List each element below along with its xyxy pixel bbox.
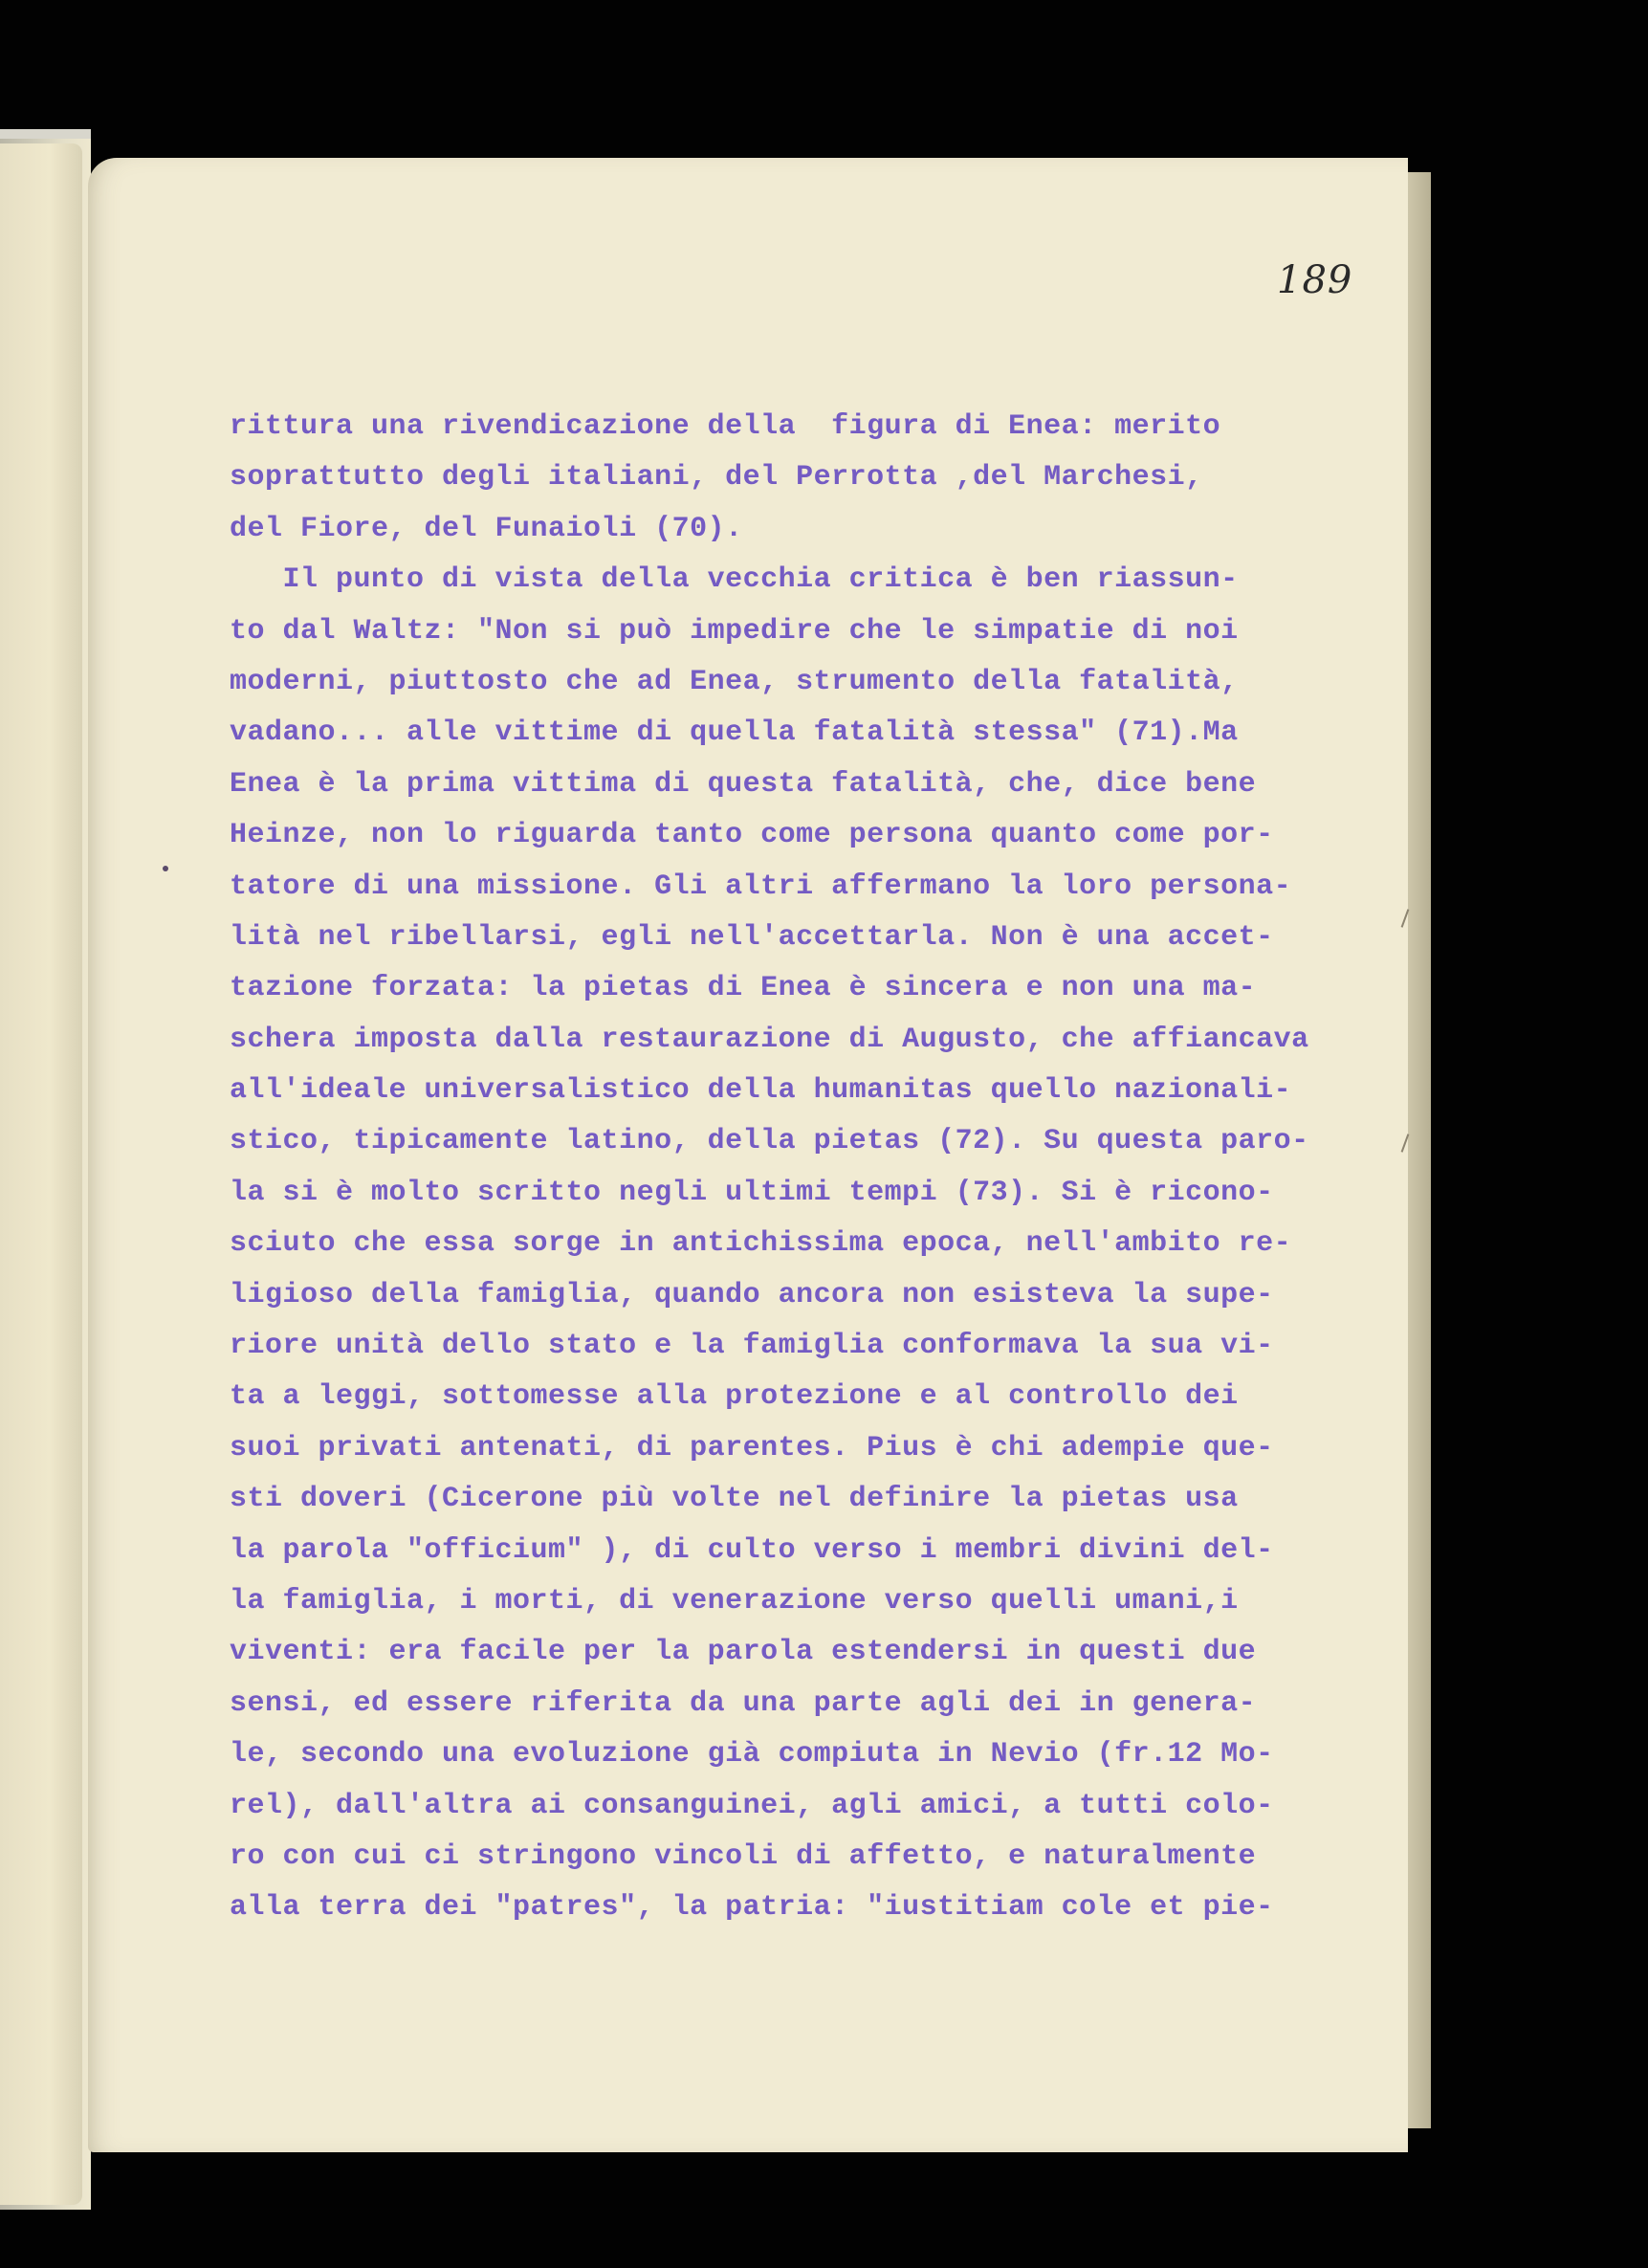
text-line: Heinze, non lo riguarda tanto come persona quanto come por- [230,819,1274,852]
text-line: sciuto che essa sorge in antichissima epoca, nell'ambito re- [230,1227,1292,1261]
text-line: rittura una rivendicazione della figura di Enea: merito [230,410,1221,443]
text-line: ta a leggi, sottomesse alla protezione e al controllo dei [230,1380,1239,1414]
text-line: ligioso della famiglia, quando ancora non esisteva la supe- [230,1278,1274,1311]
text-line: soprattutto degli italiani, del Perrotta ,del Marchesi, [230,461,1203,495]
text-line: ro con cui ci stringono vincoli di affetto, e naturalmente [230,1839,1257,1873]
text-line: moderni, piuttosto che ad Enea, strumento della fatalità, [230,665,1239,698]
text-line: viventi: era facile per la parola estendersi in questi due [230,1636,1257,1669]
text-line: sensi, ed essere riferita da una parte agli dei in genera- [230,1686,1257,1720]
text-line: le, secondo una evoluzione già compiuta in Nevio (fr.12 Mo- [230,1738,1274,1772]
text-line: riore unità dello stato e la famiglia conformava la sua vi- [230,1330,1274,1363]
text-line: tazione forzata: la pietas di Enea è sincera e non una ma- [230,972,1257,1005]
text-line: la si è molto scritto negli ultimi tempi (73). Si è ricono- [230,1176,1274,1209]
text-line: rel), dall'altra ai consanguinei, agli amici, a tutti colo- [230,1789,1274,1822]
text-line: all'ideale universalistico della humanitas quello nazionali- [230,1074,1292,1108]
text-line: alla terra dei "patres", la patria: "iustitiam cole et pie- [230,1891,1274,1925]
text-line: stico, tipicamente latino, della pietas (72). Su questa paro- [230,1125,1309,1158]
previous-page [0,143,82,2205]
typewritten-text [230,402,1339,1934]
text-line: la parola "officium" ), di culto verso i membri divini del- [230,1533,1274,1567]
text-line: del Fiore, del Funaioli (70). [230,512,743,545]
text-line: suoi privati antenati, di parentes. Pius è chi adempie que- [230,1431,1274,1464]
text-line: tatore di una missione. Gli altri affermano la loro persona- [230,870,1292,903]
text-line: la famiglia, i morti, di venerazione verso quelli umani,i [230,1584,1239,1618]
text-line: vadano... alle vittime di quella fatalità stessa" (71).Ma [230,716,1239,750]
text-line: lità nel ribellarsi, egli nell'accettarla. Non è una accet- [230,920,1274,954]
text-line: Enea è la prima vittima di questa fatalità, che, dice bene [230,767,1257,801]
text-line: schera imposta dalla restaurazione di Augusto, che affiancava [230,1023,1309,1056]
margin-dot [163,866,168,871]
text-line: to dal Waltz: "Non si può impedire che le simpatie di noi [230,614,1239,648]
page-number: 189 [1277,258,1353,302]
text-line: sti doveri (Cicerone più volte nel definire la pietas usa [230,1483,1239,1516]
text-line: Il punto di vista della vecchia critica è ben riassun- [230,563,1239,597]
